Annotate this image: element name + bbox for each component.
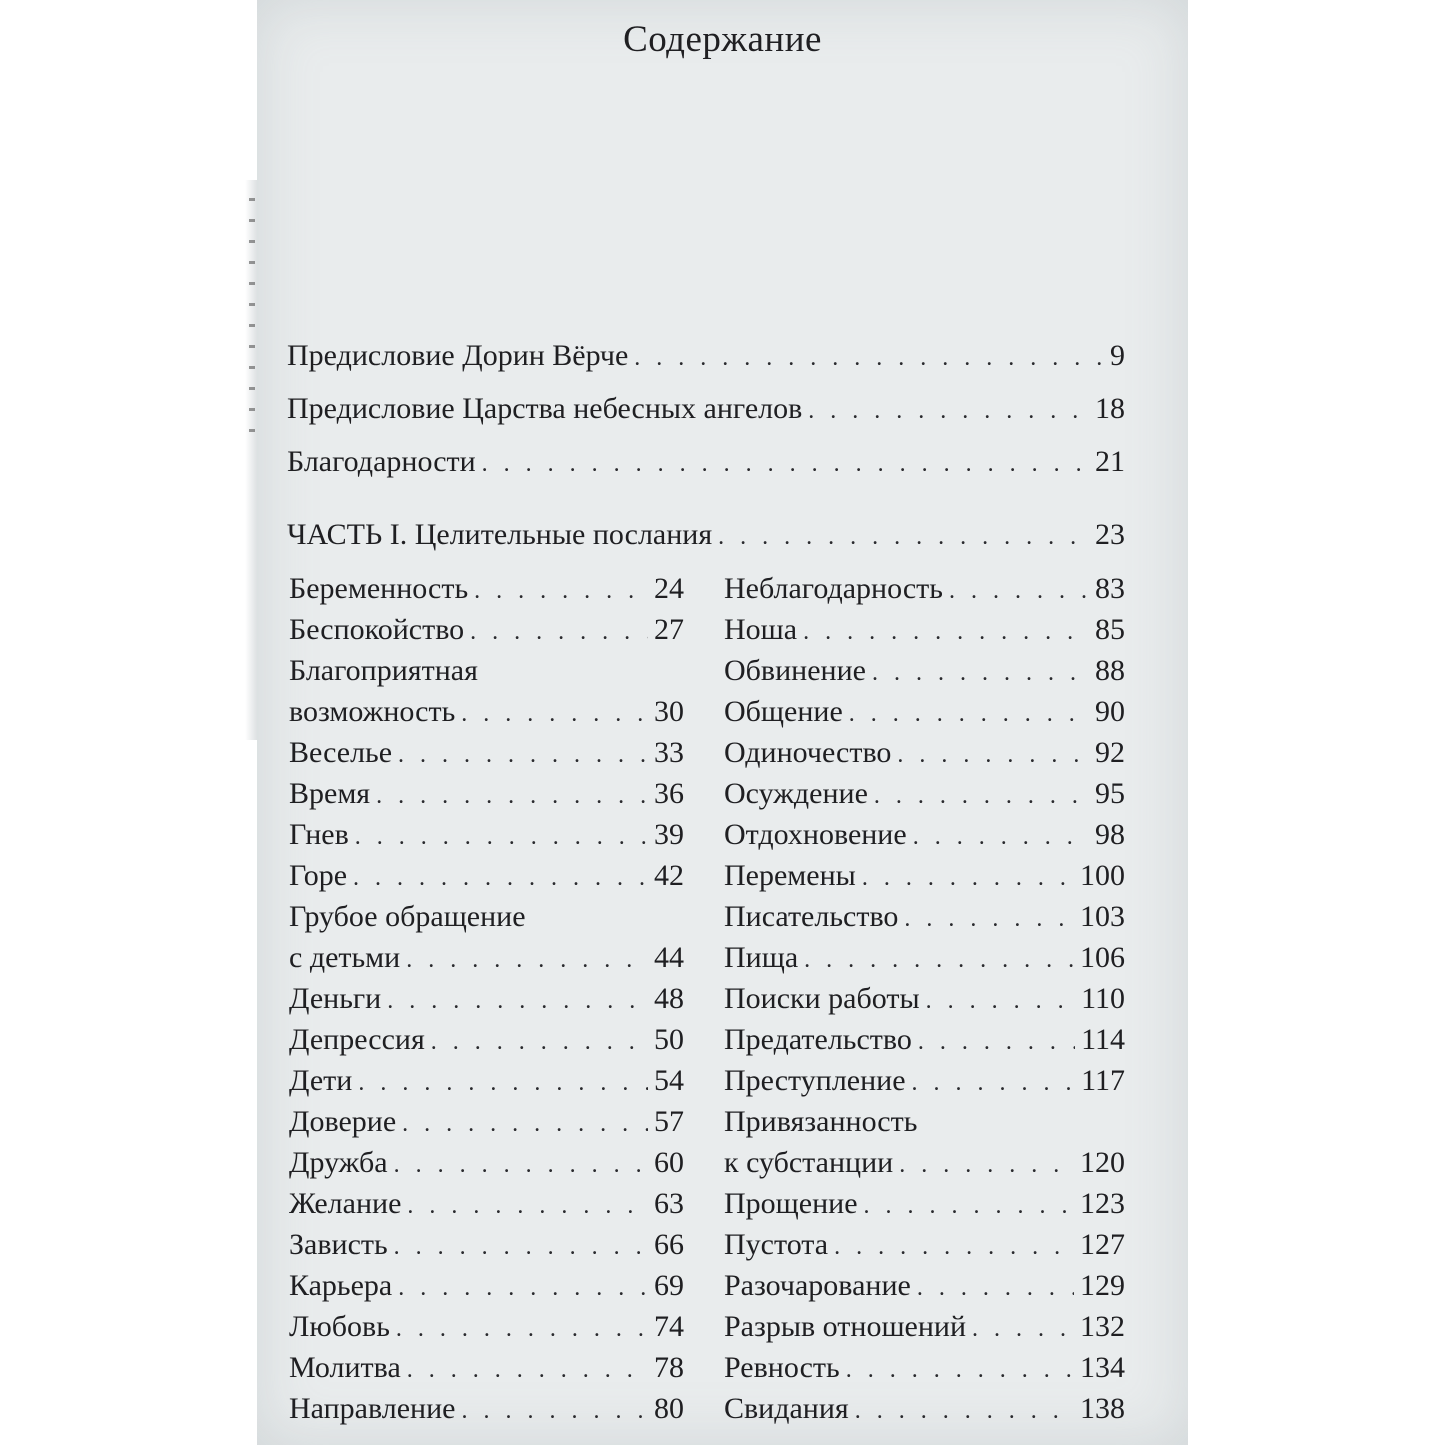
leader-dots [912, 1063, 1076, 1103]
leader-dots [394, 1145, 648, 1185]
page-title: Содержание [623, 19, 822, 60]
toc-right-item-13-label-line1: Привязанность [724, 1105, 918, 1138]
toc-right-item-8-page-number: 103 [1080, 900, 1125, 933]
toc-right-item-6-page-number: 98 [1095, 818, 1125, 851]
leader-dots [407, 1186, 648, 1226]
toc-left-item-15-page-number: 69 [654, 1269, 684, 1302]
toc-front-matter-0[interactable] [287, 336, 1125, 378]
leader-dots [918, 1022, 1075, 1062]
toc-right-item-4-label: Одиночество [724, 736, 892, 769]
toc-right-item-12-page-number: 117 [1081, 1064, 1125, 1097]
leader-dots [864, 1186, 1074, 1226]
toc-right-item-19-page-number: 138 [1080, 1392, 1125, 1425]
toc-left-item-8-label: Деньги [289, 982, 382, 1015]
toc-right-item-15-label: Пустота [724, 1228, 829, 1261]
toc-right-item-12[interactable] [724, 1061, 1125, 1103]
toc-left-item-17[interactable] [289, 1348, 684, 1390]
toc-left-item-6-page-number: 42 [654, 859, 684, 892]
toc-part-1-page-number: 23 [1095, 518, 1125, 551]
leader-dots [353, 858, 648, 898]
toc-right-item-10-page-number: 110 [1081, 982, 1125, 1015]
leader-dots [949, 571, 1089, 611]
toc-right-item-16-page-number: 129 [1080, 1269, 1125, 1302]
leader-dots [634, 338, 1104, 378]
leader-dots [846, 1350, 1074, 1390]
toc-right-item-1-label: Ноша [724, 613, 798, 646]
toc-right-item-18[interactable] [724, 1348, 1125, 1390]
toc-right-item-14-page-number: 123 [1080, 1187, 1125, 1220]
toc-right-item-6-label: Отдохновение [724, 818, 907, 851]
toc-left-item-2-label-line1: Благоприятная [289, 654, 478, 687]
toc-left-item-11-page-number: 57 [654, 1105, 684, 1138]
toc-right-item-16-label: Разочарование [724, 1269, 911, 1302]
toc-right-item-5-page-number: 95 [1095, 777, 1125, 810]
leader-dots [862, 858, 1074, 898]
toc-right-item-11-label: Предательство [724, 1023, 912, 1056]
leader-dots [718, 517, 1089, 557]
toc-part-1[interactable] [287, 515, 1125, 557]
toc-right-item-8[interactable] [724, 897, 1125, 939]
toc-right-item-17-page-number: 132 [1080, 1310, 1125, 1343]
toc-left-item-4-label: Время [289, 777, 371, 810]
toc-left-item-12[interactable] [289, 1143, 684, 1185]
toc-right-item-7-label: Перемены [724, 859, 856, 892]
toc-right-item-15-page-number: 127 [1080, 1228, 1125, 1261]
leader-dots [926, 981, 1075, 1021]
toc-left-item-0[interactable] [289, 569, 684, 611]
toc-left-item-13[interactable] [289, 1184, 684, 1226]
toc-left-item-3-page-number: 33 [654, 736, 684, 769]
toc-left-item-4[interactable] [289, 774, 684, 816]
toc-right-item-12-label: Преступление [724, 1064, 906, 1097]
toc-right-item-14-label: Прощение [724, 1187, 858, 1220]
toc-left-item-7[interactable] [289, 938, 684, 980]
toc-left-item-2-label: возможность [289, 695, 456, 728]
toc-left-item-16[interactable] [289, 1307, 684, 1349]
toc-left-item-11-label: Доверие [289, 1105, 397, 1138]
toc-front-matter-2-page-number: 21 [1095, 445, 1125, 478]
toc-right-item-5[interactable] [724, 774, 1125, 816]
toc-right-item-3-label: Общение [724, 695, 843, 728]
toc-right-item-16[interactable] [724, 1266, 1125, 1308]
toc-right-item-7[interactable] [724, 856, 1125, 898]
leader-dots [804, 940, 1074, 980]
toc-left-item-5[interactable] [289, 815, 684, 857]
leader-dots [482, 444, 1089, 484]
toc-left-item-11[interactable] [289, 1102, 684, 1144]
toc-right-item-9-page-number: 106 [1080, 941, 1125, 974]
toc-left-item-8-page-number: 48 [654, 982, 684, 1015]
leader-dots [387, 981, 648, 1021]
leader-dots [394, 1227, 648, 1267]
toc-left-item-2[interactable] [289, 692, 684, 734]
toc-left-item-18-page-number: 80 [654, 1392, 684, 1425]
toc-right-item-11[interactable] [724, 1020, 1125, 1062]
toc-right-item-10-label: Поиски работы [724, 982, 920, 1015]
toc-right-item-0-label: Неблагодарность [724, 572, 943, 605]
toc-right-item-19-label: Свидания [724, 1392, 849, 1425]
leader-dots [849, 694, 1089, 734]
toc-right-item-9[interactable] [724, 938, 1125, 980]
toc-left-item-1-label: Беспокойство [289, 613, 465, 646]
leader-dots [855, 1391, 1074, 1431]
leader-dots [904, 899, 1074, 939]
leader-dots [398, 735, 648, 775]
toc-left-item-13-label: Желание [289, 1187, 402, 1220]
leader-dots [474, 571, 648, 611]
toc-left-item-17-label: Молитва [289, 1351, 401, 1384]
toc-left-item-7-label: с детьми [289, 941, 401, 974]
toc-left-item-13-page-number: 63 [654, 1187, 684, 1220]
toc-right-item-10[interactable] [724, 979, 1125, 1021]
toc-front-matter-1-page-number: 18 [1095, 392, 1125, 425]
toc-left-item-10-label: Дети [289, 1064, 353, 1097]
toc-left-item-16-page-number: 74 [654, 1310, 684, 1343]
leader-dots [407, 1350, 648, 1390]
toc-left-item-16-label: Любовь [289, 1310, 390, 1343]
toc-left-item-12-label: Дружба [289, 1146, 388, 1179]
toc-front-matter-0-page-number: 9 [1110, 339, 1125, 372]
toc-left-item-3-label: Веселье [289, 736, 393, 769]
toc-right-item-13-page-number: 120 [1080, 1146, 1125, 1179]
toc-front-matter-1[interactable] [287, 389, 1125, 431]
toc-right-item-2-page-number: 88 [1095, 654, 1125, 687]
toc-right-item-9-label: Пища [724, 941, 799, 974]
leader-dots [808, 391, 1089, 431]
toc-right-item-3-page-number: 90 [1095, 695, 1125, 728]
toc-right-item-2[interactable] [724, 651, 1125, 693]
toc-left-item-5-page-number: 39 [654, 818, 684, 851]
toc-right-item-19[interactable] [724, 1389, 1125, 1431]
leader-dots [917, 1268, 1074, 1308]
toc-front-matter-1-label: Предисловие Царства небесных ангелов [287, 392, 803, 425]
toc-left-item-6-label: Горе [289, 859, 348, 892]
toc-right-item-4-page-number: 92 [1095, 736, 1125, 769]
toc-front-matter-0-label: Предисловие Дорин Вёрче [287, 339, 629, 372]
toc-left-item-14[interactable] [289, 1225, 684, 1267]
toc-left-item-18[interactable] [289, 1389, 684, 1431]
leader-dots [913, 817, 1089, 857]
toc-right-item-0-page-number: 83 [1095, 572, 1125, 605]
toc-left-item-1[interactable] [289, 610, 684, 652]
leader-dots [834, 1227, 1074, 1267]
leader-dots [872, 653, 1089, 693]
toc-left-item-8[interactable] [289, 979, 684, 1021]
toc-right-item-11-page-number: 114 [1081, 1023, 1125, 1056]
toc-left-item-9-page-number: 50 [654, 1023, 684, 1056]
toc-front-matter-2-label: Благодарности [287, 445, 476, 478]
toc-right-item-18-label: Ревность [724, 1351, 840, 1384]
leader-dots [431, 1022, 648, 1062]
toc-right-item-7-page-number: 100 [1080, 859, 1125, 892]
leader-dots [972, 1309, 1074, 1349]
toc-left-item-18-label: Направление [289, 1392, 456, 1425]
toc-right-item-17-label: Разрыв отношений [724, 1310, 967, 1343]
toc-left-item-14-label: Зависть [289, 1228, 388, 1261]
toc-left-item-10-page-number: 54 [654, 1064, 684, 1097]
leader-dots [398, 1268, 648, 1308]
toc-left-item-14-page-number: 66 [654, 1228, 684, 1261]
toc-left-item-3[interactable] [289, 733, 684, 775]
toc-right-item-13-label: к субстанции [724, 1146, 894, 1179]
toc-right-item-1-page-number: 85 [1095, 613, 1125, 646]
toc-right-item-3[interactable] [724, 692, 1125, 734]
leader-dots [396, 1309, 648, 1349]
leader-dots [358, 1063, 648, 1103]
toc-front-matter-2[interactable] [287, 442, 1125, 484]
leader-dots [355, 817, 648, 857]
leader-dots [461, 1391, 648, 1431]
toc-right-item-13[interactable] [724, 1143, 1125, 1185]
toc-right-item-2-label: Обвинение [724, 654, 866, 687]
toc-right-item-5-label: Осуждение [724, 777, 868, 810]
leader-dots [803, 612, 1089, 652]
leader-dots [406, 940, 648, 980]
toc-left-item-12-page-number: 60 [654, 1146, 684, 1179]
toc-left-item-2-page-number: 30 [654, 695, 684, 728]
toc-right-item-8-label: Писательство [724, 900, 899, 933]
book-page [257, 0, 1188, 1445]
toc-right-item-17[interactable] [724, 1307, 1125, 1349]
toc-right-item-18-page-number: 134 [1080, 1351, 1125, 1384]
toc-left-item-17-page-number: 78 [654, 1351, 684, 1384]
toc-left-item-0-label: Беременность [289, 572, 469, 605]
toc-part-1-label: ЧАСТЬ I. Целительные послания [287, 518, 713, 551]
toc-left-item-0-page-number: 24 [654, 572, 684, 605]
toc-left-item-9-label: Депрессия [289, 1023, 425, 1056]
leader-dots [470, 612, 648, 652]
toc-left-item-15[interactable] [289, 1266, 684, 1308]
leader-dots [897, 735, 1089, 775]
leader-dots [402, 1104, 648, 1144]
toc-left-item-6[interactable] [289, 856, 684, 898]
leader-dots [461, 694, 648, 734]
toc-left-item-7-label-line1: Грубое обращение [289, 900, 526, 933]
toc-right-item-15[interactable] [724, 1225, 1125, 1267]
toc-right-item-14[interactable] [724, 1184, 1125, 1226]
toc-left-item-7-page-number: 44 [654, 941, 684, 974]
toc-right-item-6[interactable] [724, 815, 1125, 857]
toc-left-item-5-label: Гнев [289, 818, 349, 851]
toc-left-item-9[interactable] [289, 1020, 684, 1062]
leader-dots [874, 776, 1089, 816]
leader-dots [899, 1145, 1074, 1185]
leader-dots [376, 776, 648, 816]
toc-right-item-0[interactable] [724, 569, 1125, 611]
toc-right-item-1[interactable] [724, 610, 1125, 652]
toc-left-item-1-page-number: 27 [654, 613, 684, 646]
toc-right-item-4[interactable] [724, 733, 1125, 775]
toc-left-item-10[interactable] [289, 1061, 684, 1103]
toc-left-item-4-page-number: 36 [654, 777, 684, 810]
toc-left-item-15-label: Карьера [289, 1269, 393, 1302]
